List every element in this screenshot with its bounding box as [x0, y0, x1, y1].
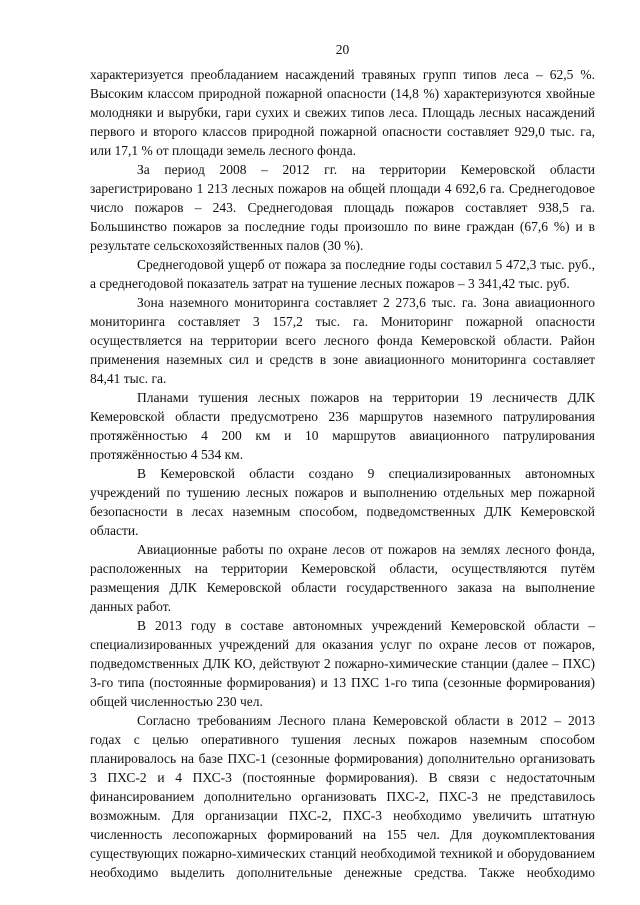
- paragraph-patrol-routes: Планами тушения лесных пожаров на территории 19 лесничеств ДЛК Кемеровской области предусмотрено 236 маршрутов наземного патрулирования протяжённостью 4 200 км и 10 маршрутов авиационного патрулирования протяжённостью 4 534 км.: [90, 390, 595, 462]
- paragraph-fire-danger-classes: характеризуется преобладанием насаждений травяных групп типов леса – 62,5 %. Высоким классом природной пожарной опасности (14,8 %) характеризуются хвойные молодняки и вырубки, гари сухих и свежих типов леса. Площадь лесных насаждений первого и второго классов природной пожарной опасности составляет 929,0 тыс. га, или 17,1 % от площади земель лесного фонда.: [90, 67, 595, 158]
- paragraph-average-damage: Среднегодовой ущерб от пожара за последние годы составил 5 472,3 тыс. руб., а среднегодовой показатель затрат на тушение лесных пожаров – 3 341,42 тыс. руб.: [90, 257, 595, 291]
- paragraph-monitoring-zones: Зона наземного мониторинга составляет 2 273,6 тыс. га. Зона авиационного мониторинга составляет 3 157,2 тыс. га. Мониторинг пожарной опасности осуществляется на территории всего лесного фонда Кемеровской области. Район применения наземных сил и средств в зоне авиационного мониторинга составляет 84,41 тыс. га.: [90, 295, 595, 386]
- paragraph-aviation-works: Авиационные работы по охране лесов от пожаров на землях лесного фонда, расположенных на территории Кемеровской области, осуществляются путём размещения ДЛК Кемеровской области государственного заказа на выполнение данных работ.: [90, 542, 595, 614]
- paragraph-fire-stations-2013: В 2013 году в составе автономных учреждений Кемеровской области – специализированных учреждений для оказания услуг по охране лесов от пожаров, подведомственных ДЛК КО, действуют 2 пожарно-химические станции (далее – ПХС) 3-го типа (постоянные формирования) и 13 ПХС 1-го типа (сезонные формирования) общей численностью 230 чел.: [90, 618, 595, 709]
- paragraph-fire-statistics: За период 2008 – 2012 гг. на территории Кемеровской области зарегистрировано 1 213 лесных пожаров на общей площади 4 692,6 га. Среднегодовое число пожаров – 243. Среднегодовая площадь пожаров составляет 938,5 га. Большинство пожаров за последние годы произошло по вине граждан (67,6 %) и в результате сельскохозяйственных палов (30 %).: [90, 162, 595, 253]
- paragraph-autonomous-institutions: В Кемеровской области создано 9 специализированных автономных учреждений по тушению лесных пожаров и выполнению отдельных мер пожарной безопасности в лесах наземным способом, подведомственных ДЛК Кемеровской области.: [90, 466, 595, 538]
- paragraph-forest-plan-requirements: Согласно требованиям Лесного плана Кемеровской области в 2012 – 2013 годах с целью оперативного тушения лесных пожаров наземным способом планировалось на базе ПХС-1 (сезонные формирования) дополнительно организовать 3 ПХС-2 и 4 ПХС-3 (постоянные формирования). В связи с недостаточным финансированием дополнительно организовать ПХС-2, ПХС-3 не представилось возможным. Для организации ПХС-2, ПХС-3 необходимо увеличить штатную численность лесопожарных формирований на 155 чел. Для доукомплектования существующих пожарно-химических станций необходимой техникой и оборудованием необходимо выделить дополнительные денежные средства. Также необходимо: [90, 713, 595, 880]
- page-number: 20: [335, 42, 350, 57]
- document-page: [90, 40, 595, 882]
